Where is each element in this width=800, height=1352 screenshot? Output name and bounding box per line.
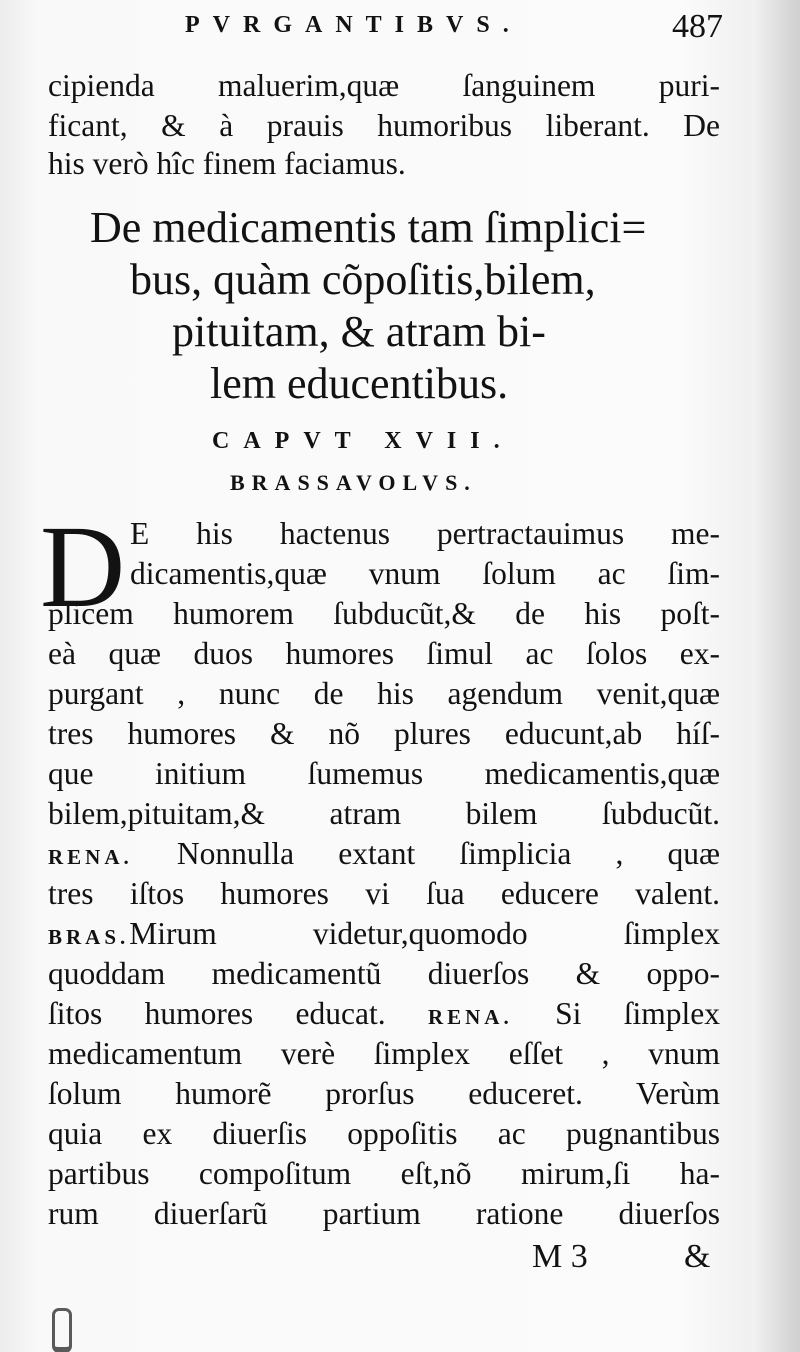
text-line: E his hactenus pertractauimus me- [130,516,720,551]
catchword: & [684,1238,711,1275]
text-line: dicamentis,quæ vnum ſolum ac ſim- [130,556,720,591]
text-line: tres iſtos humores vi ſua educere valent. [48,876,720,911]
dialogue-text: Nonnulla extant ſimplicia , quæ [176,836,721,871]
chapter-heading-line: bus, quàm cõpoſitis,bilem, [130,255,596,304]
text-line: ficant, & à prauis humoribus liberant. De [48,108,720,143]
ink-blot [52,1308,72,1352]
speaker-abbrev: RENA. [48,845,133,869]
page-number: 487 [672,8,723,45]
text-line: que initium ſumemus medicamentis,quæ [48,756,720,791]
text-line: eà quæ duos humores ſimul ac ſolos ex- [48,636,720,671]
chapter-heading-line: De medicamentis tam ſimplici= [90,203,647,252]
text-line: purgant , nunc de his agendum venit,quæ [48,676,720,711]
text-line: plicem humorem ſubducũt,& de his poſt- [48,596,720,631]
text-line: tres humores & nõ plures educunt,ab híſ- [48,716,720,751]
dialogue-line [48,918,720,950]
text-line: ſolum humorẽ prorſus educeret. Verùm [48,1076,720,1111]
text-line: quoddam medicamentũ diuerſos & oppo- [48,956,720,991]
chapter-number: CAPVT XVII. [212,428,514,454]
speaker-abbrev: RENA. [427,1005,513,1029]
dialogue-line [48,838,720,870]
text-line: medicamentum verè ſimplex eſſet , vnum [48,1036,720,1071]
dialogue-text: Mirum videtur,quomodo ſimplex [129,916,720,951]
speaker-name: BRASSAVOLVS. [230,470,477,495]
text-line: quia ex diuerſis oppoſitis ac pugnantibus [48,1116,720,1151]
running-title: PVRGANTIBVS. [185,12,522,38]
chapter-heading-line: lem educentibus. [210,359,509,408]
text-line: rum diuerſarũ partium ratione diuerſos [48,1196,720,1231]
text-line: bilem,pituitam,& atram bilem ſubducũt. [48,796,720,831]
dialogue-text: Si ſimplex [555,996,721,1031]
text-line: cipienda maluerim,quæ ſanguinem puri- [48,68,720,103]
speaker-abbrev: BRAS. [48,925,130,949]
dialogue-text: ſitos humores educat. [48,996,386,1031]
drop-cap: D [40,501,126,632]
signature-mark: M 3 [532,1238,588,1275]
page-edge-shadow [752,0,800,1352]
dialogue-line [48,998,720,1030]
chapter-heading-line: pituitam, & atram bi- [172,307,546,356]
text-line: partibus compoſitum eſt,nõ mirum,ſi ha- [48,1156,720,1191]
text-line: his verò hîc finem faciamus. [48,146,406,181]
